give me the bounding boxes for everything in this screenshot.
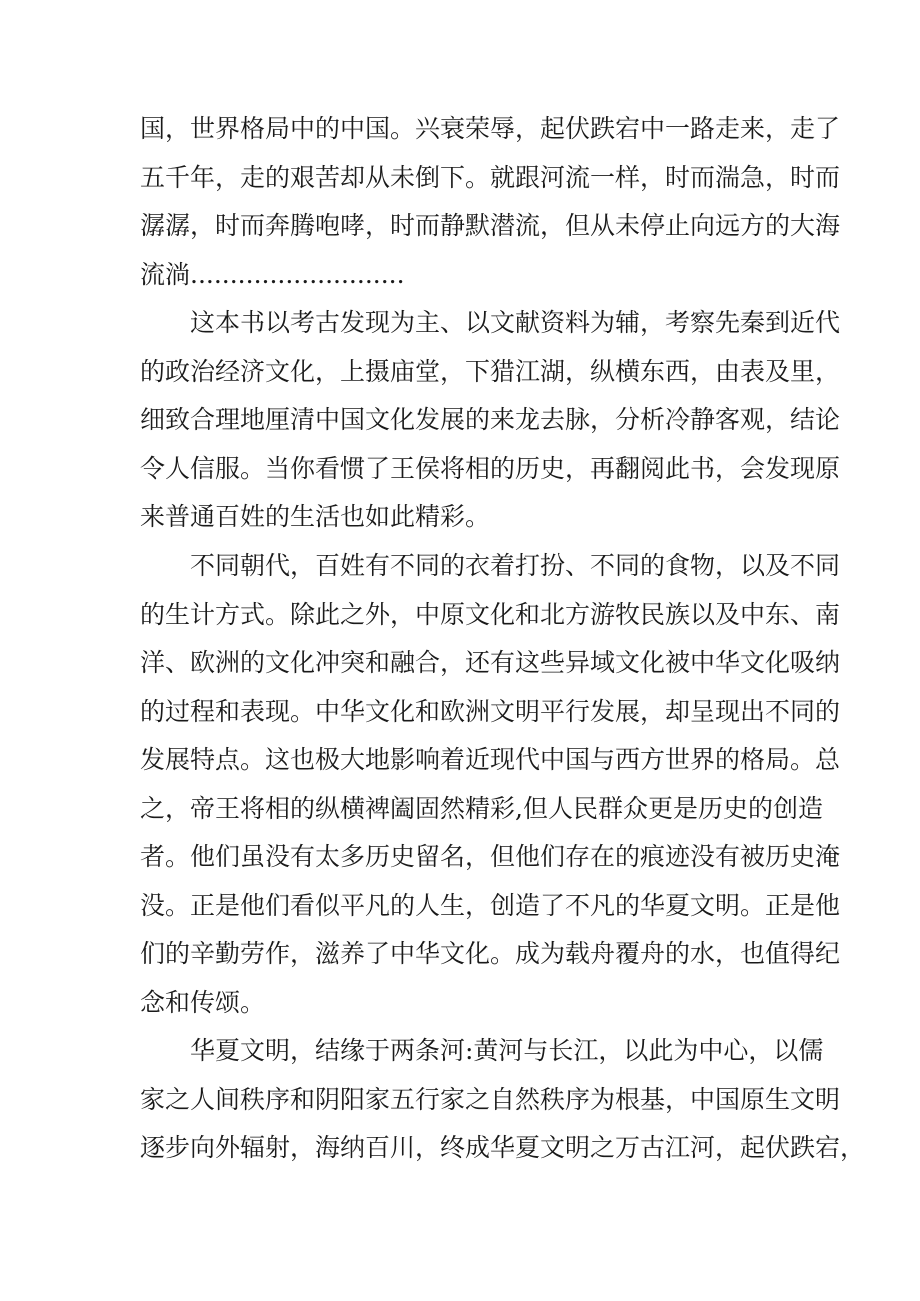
paragraph-line: 国，世界格局中的中国。兴衰荣辱，起伏跌宕中一路走来，走了	[140, 114, 841, 143]
paragraph-line: 家之人间秩序和阴阳家五行家之自然秩序为根基，中国原生文明	[140, 1084, 841, 1114]
paragraph-1	[140, 105, 841, 299]
paragraph-line: 流淌...........................	[140, 259, 405, 289]
paragraph-line: 令人信服。当你看惯了王侯将相的历史，再翻阅此书，会发现原	[140, 453, 841, 483]
paragraph-line: 洋、欧洲的文化冲突和融合，还有这些异域文化被中华文化吸纳	[140, 648, 841, 677]
paragraph-line: 细致合理地厘清中国文化发展的来龙去脉，分析冷静客观，结论	[140, 405, 841, 434]
paragraph-line: 们的辛勤劳作，滋养了中华文化。成为载舟覆舟的水，也值得纪	[140, 939, 841, 968]
paragraph-line: 潺潺，时而奔腾咆哮，时而静默潜流，但从未停止向远方的大海	[140, 211, 841, 240]
paragraph-4	[140, 1027, 866, 1173]
paragraph-line: 来普通百姓的生活也如此精彩。	[140, 502, 491, 531]
paragraph-line: 不同朝代，百姓有不同的衣着打扮、不同的食物，以及不同	[190, 551, 841, 580]
paragraph-line: 这本书以考古发现为主、以文献资料为辅，考察先秦到近代	[190, 308, 841, 337]
paragraph-line: 五千年，走的艰苦却从未倒下。就跟河流一样，时而湍急，时而	[140, 162, 841, 192]
paragraph-3	[140, 542, 841, 1027]
paragraph-line: 的生计方式。除此之外，中原文化和北方游牧民族以及中东、南	[140, 599, 841, 629]
paragraph-2	[140, 299, 841, 542]
paragraph-line: 者。他们虽没有太多历史留名，但他们存在的痕迹没有被历史淹	[140, 842, 841, 871]
paragraph-line: 之，帝王将相的纵横裨阖固然精彩,但人民群众更是历史的创造	[140, 793, 823, 823]
paragraph-line: 逐步向外辐射，海纳百川，终成华夏文明之万古江河，起伏跌宕，	[140, 1133, 866, 1162]
paragraph-line: 的过程和表现。中华文化和欧洲文明平行发展，却呈现出不同的	[140, 696, 841, 726]
paragraph-line: 发展特点。这也极大地影响着近现代中国与西方世界的格局。总	[140, 745, 841, 774]
paragraph-line: 华夏文明，结缘于两条河:黄河与长江，以此为中心，以儒	[190, 1036, 824, 1065]
paragraph-line: 没。正是他们看似平凡的人生，创造了不凡的华夏文明。正是他	[140, 890, 841, 920]
paragraph-line: 的政治经济文化，上摄庙堂，下猎江湖，纵横东西，由表及里，	[140, 356, 841, 386]
paragraph-line: 念和传颂。	[140, 987, 266, 1017]
